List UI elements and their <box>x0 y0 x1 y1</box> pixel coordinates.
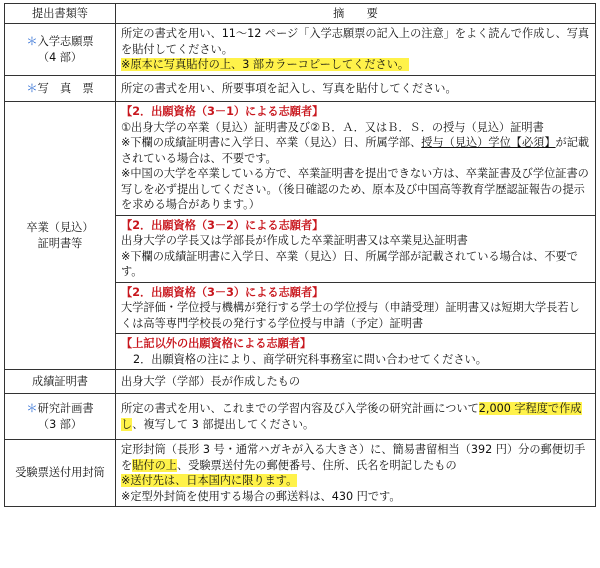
summary-graduation-s3 <box>116 282 596 334</box>
asterisk-icon: ＊ <box>26 35 38 48</box>
s2-text-2: ※下欄の成績証明書に入学日、卒業（見込）日、所属学部が記載されている場合は、不要です。 <box>121 249 578 278</box>
envelope-text-1: 定形封筒（長形 3 号・通常ハガキが入る大きさ）に、簡易書留相当（392 円）分の郵便切手を <box>121 443 586 472</box>
summary-application <box>116 24 596 76</box>
s1-heading: 【2．出願資格（3－1）による志願者】 <box>121 105 324 118</box>
s1-text-2b: 授与（見込）学位【必須】 <box>421 136 556 149</box>
plan-text-a: 所定の書式を用い、これまでの学習内容及び入学後の研究計画について <box>121 402 479 415</box>
asterisk-icon: ＊ <box>26 402 38 415</box>
s1-text-2a: ※下欄の成績証明書に入学日、卒業（見込）日、所属学部、 <box>121 136 422 149</box>
application-label: 入学志願票 <box>37 35 94 48</box>
plan-label: 研究計画書 <box>37 402 94 415</box>
asterisk-icon: ＊ <box>26 81 38 95</box>
row-plan <box>5 394 596 440</box>
label-photo <box>5 76 116 102</box>
requirements-table <box>4 3 596 507</box>
summary-transcript: 出身大学（学部）長が作成したもの <box>116 370 596 394</box>
row-transcript <box>5 370 596 394</box>
header-documents: 提出書類等 <box>5 4 116 24</box>
label-plan <box>5 394 116 440</box>
s3-heading: 【2．出願資格（3－3）による志願者】 <box>121 285 324 299</box>
summary-photo: 所定の書式を用い、所要事項を記入し、写真を貼付してください。 <box>116 76 596 102</box>
summary-envelope <box>116 440 596 507</box>
s1-text-2 <box>121 135 590 166</box>
application-text: 所定の書式を用い、11～12 ページ「入学志願票の記入上の注意」をよく読んで作成し、写真を貼付してください。 <box>121 27 590 56</box>
application-count: （4 部） <box>37 50 83 64</box>
envelope-note-highlight: ※送付先は、日本国内に限ります。 <box>121 474 298 487</box>
plan-count: （3 部） <box>37 417 83 431</box>
s3-text-1: 大学評価・学位授与機構が発行する学士の学位授与（申請受理）証明書又は短期大学長若しくは高等専門学校長の発行する学位授与申請（予定）証明書 <box>121 301 580 330</box>
label-transcript: 成績証明書 <box>5 370 116 394</box>
s1-text-3: ※中国の大学を卒業している方で、卒業証明書を提出できない方は、卒業証書及び学位証書の写しを必ず提出してください。（後日確認のため、原本及び中国高等教育学歴認証報告の提示を求める場合があります。） <box>121 167 589 211</box>
envelope-note-2: ※定型外封筒を使用する場合の郵送料は、430 円です。 <box>121 489 401 503</box>
graduation-label-1: 卒業（見込） <box>26 221 94 234</box>
plan-text-c: 、複写して 3 部提出してください。 <box>132 417 315 431</box>
label-graduation <box>5 102 116 370</box>
summary-plan <box>116 394 596 440</box>
header-summary: 摘 要 <box>116 4 596 24</box>
summary-graduation-s1 <box>116 102 596 216</box>
row-photo <box>5 76 596 102</box>
summary-graduation-s2 <box>116 215 596 282</box>
s1-text-1: ①出身大学の卒業（見込）証明書及び②Ｂ．Ａ．又はＢ．Ｓ．の授与（見込）証明書 <box>121 120 544 134</box>
row-envelope <box>5 440 596 507</box>
envelope-text-highlight: 貼付の上 <box>132 458 177 472</box>
envelope-text-1c: 、受験票送付先の郵便番号、住所、氏名を明記したもの <box>176 458 457 472</box>
s4-text-1: 2．出願資格の注により、商学研究科事務室に問い合わせてください。 <box>133 352 487 366</box>
s2-heading: 【2．出願資格（3－2）による志願者】 <box>121 218 324 232</box>
s1-text-2c: が記載されている場合は、不要です。 <box>121 136 590 165</box>
label-envelope: 受験票送付用封筒 <box>5 440 116 507</box>
photo-label: 写 真 票 <box>37 81 94 95</box>
graduation-label-2: 証明書等 <box>37 236 83 250</box>
summary-graduation-s4 <box>116 334 596 370</box>
plan-text-highlight: 2,000 字程度で作成し <box>121 402 582 431</box>
s4-heading: 【上記以外の出願資格による志願者】 <box>121 337 312 350</box>
row-graduation-s1 <box>5 102 596 216</box>
table-header-row <box>5 4 596 24</box>
row-application <box>5 24 596 76</box>
application-note-highlight: ※原本に写真貼付の上、3 部カラーコピーしてください。 <box>121 58 410 72</box>
s2-text-1: 出身大学の学長又は学部長が作成した卒業証明書又は卒業見込証明書 <box>121 234 468 247</box>
label-application <box>5 24 116 76</box>
